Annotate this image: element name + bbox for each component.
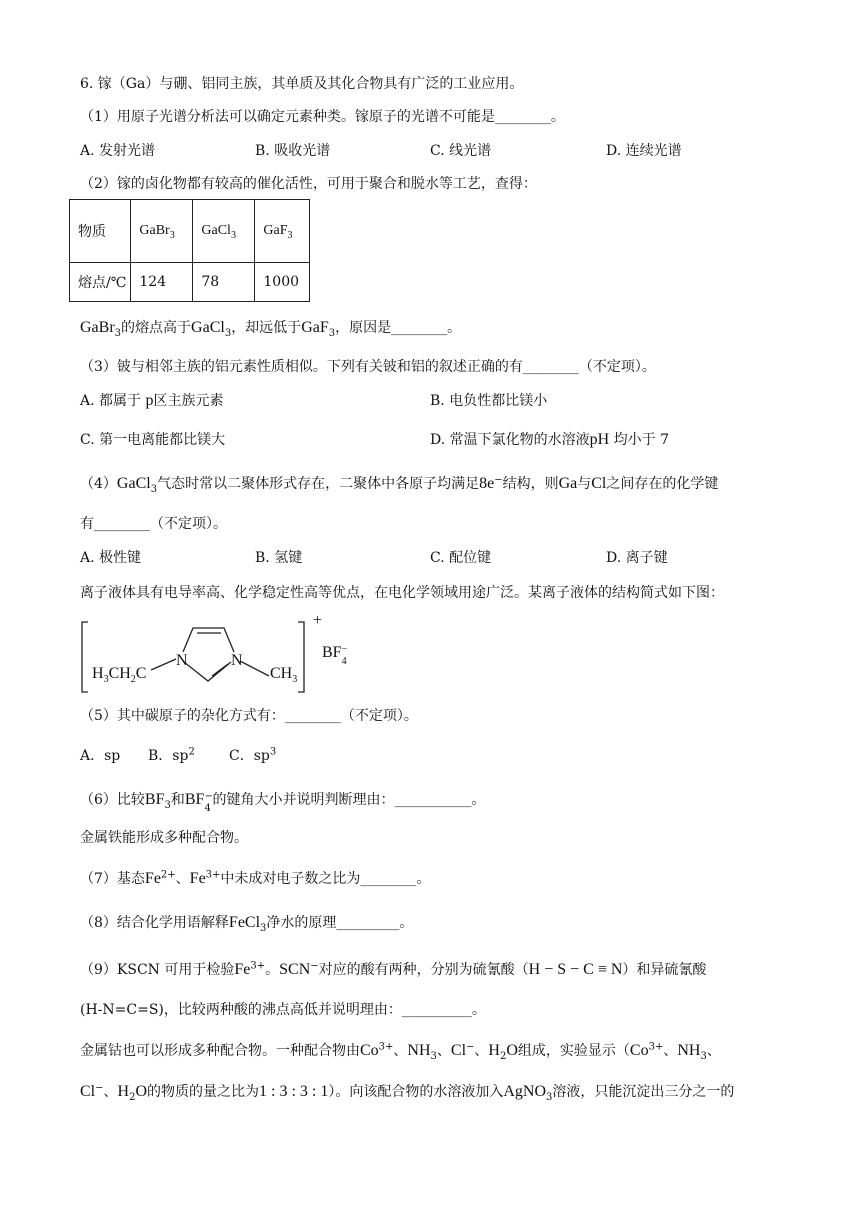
q7-stem: （7）基态$Fe^{2+}$、$Fe^{3+}$中未成对电子数之比为________。	[80, 869, 431, 887]
melting-point-table	[69, 199, 310, 302]
q3-option-b: B. 电负性都比镁小	[430, 393, 548, 409]
anion-bf4: BF − 4	[322, 644, 348, 668]
ring-n1-label: N	[176, 652, 188, 669]
q9-stem-line2: (H-N=C=S)，比较两种酸的沸点高低并说明理由：__________。	[80, 1002, 486, 1018]
ionic-liquid-intro: 离子液体具有电导率高、化学稳定性高等优点，在电化学领域用途广泛。某离子液体的结构简式如下图：	[80, 585, 724, 601]
q8-stem: （8）结合化学用语解释FeCl$_3$净水的原理_________。	[80, 914, 414, 934]
table-header-substance: 物质	[70, 200, 131, 263]
bond-n-methyl	[240, 661, 269, 676]
q5-option-b: B．$sp^2$	[148, 746, 195, 764]
question-6-title: 6. 镓（Ga）与硼、铝同主族，其单质及其化合物具有广泛的工业应用。	[80, 76, 524, 92]
ethyl-group-label: $H_3CH_2C$	[92, 665, 147, 686]
bond-ethyl-n	[151, 659, 176, 670]
q1-option-d: D. 连续光谱	[606, 143, 682, 159]
table-cell-gaf3-mp: 1000	[255, 263, 310, 302]
cobalt-intro-line2: Cl−、$H_2O$的物质的量之比为1 : 3 : 3 : 1）。向该配合物的水溶液加入AgNO$_3$溶液，只能沉淀出三分之一的	[80, 1082, 735, 1103]
q1-option-b: B. 吸收光谱	[255, 143, 331, 159]
q2-question: GaBr$_3$的熔点高于GaCl$_3$，却远低于GaF$_3$，原因是________。	[80, 319, 462, 339]
table-header-gaf3: GaF$_3$	[255, 200, 310, 263]
q4-stem-line2: 有________（不定项）。	[80, 516, 227, 532]
iron-complex-intro: 金属铁能形成多种配合物。	[80, 830, 248, 846]
q4-stem: （4）GaCl$_3$气态时常以二聚体形式存在，二聚体中各原子均满足8e−结构，则Ga与Cl之间存在的化学键	[80, 474, 719, 495]
q1-option-c: C. 线光谱	[430, 143, 492, 159]
ring-n3-label: N	[231, 652, 243, 669]
right-bracket	[298, 622, 304, 692]
ring-cn-double	[212, 664, 228, 676]
ring-bottom	[184, 662, 231, 681]
q4-option-b: B. 氢键	[255, 550, 303, 566]
q3-option-d: D. 常温下氯化物的水溶液pH 均小于 7	[430, 431, 670, 448]
left-bracket	[82, 622, 88, 692]
q5-option-a: A．sp	[80, 748, 121, 764]
table-cell-gabr3-mp: 124	[131, 263, 193, 302]
q1-stem: （1）用原子光谱分析法可以确定元素种类。镓原子的光谱不可能是________。	[80, 109, 565, 125]
table-header-gabr3: GaBr$_3$	[131, 200, 193, 263]
cobalt-intro-line1: 金属钴也可以形成多种配合物。一种配合物由$Co^{3+}$、$NH_3$、Cl−、$H_2O$组成，实验显示（$Co^{3+}$、$NH_3$、	[80, 1041, 721, 1062]
q3-stem: （3）铍与相邻主族的铝元素性质相似。下列有关铍和铝的叙述正确的有________（不定项）。	[80, 359, 656, 375]
q4-option-d: D. 离子键	[606, 550, 668, 566]
q5-stem: （5）其中碳原子的杂化方式有：________（不定项）。	[80, 708, 418, 724]
q9-stem: （9）KSCN 可用于检验$Fe^{3+}$。SCN−对应的酸有两种，分别为硫氰酸（H − S − C ≡ N）和异硫氰酸	[80, 960, 707, 978]
q3-option-a: A. 都属于 p区主族元素	[80, 392, 224, 409]
table-row-label-mp: 熔点/℃	[70, 263, 131, 302]
ring-top	[183, 628, 234, 652]
q6-stem: （6）比较$BF_3$和BF − 4 的键角大小并说明判断理由：___________。	[80, 791, 486, 814]
table-cell-gacl3-mp: 78	[193, 263, 255, 302]
q3-option-c: C. 第一电离能都比镁大	[80, 432, 226, 448]
table-header-gacl3: GaCl$_3$	[193, 200, 255, 263]
q5-option-c: C．$sp^3$	[229, 746, 277, 764]
q1-option-a: A. 发射光谱	[80, 143, 156, 159]
q2-stem: （2）镓的卤化物都有较高的催化活性，可用于聚合和脱水等工艺，查得：	[80, 176, 537, 192]
methyl-group-label: $CH_3$	[270, 665, 298, 686]
q4-option-c: C. 配位键	[430, 550, 492, 566]
q4-option-a: A. 极性键	[80, 550, 142, 566]
cation-charge: +	[313, 612, 323, 629]
